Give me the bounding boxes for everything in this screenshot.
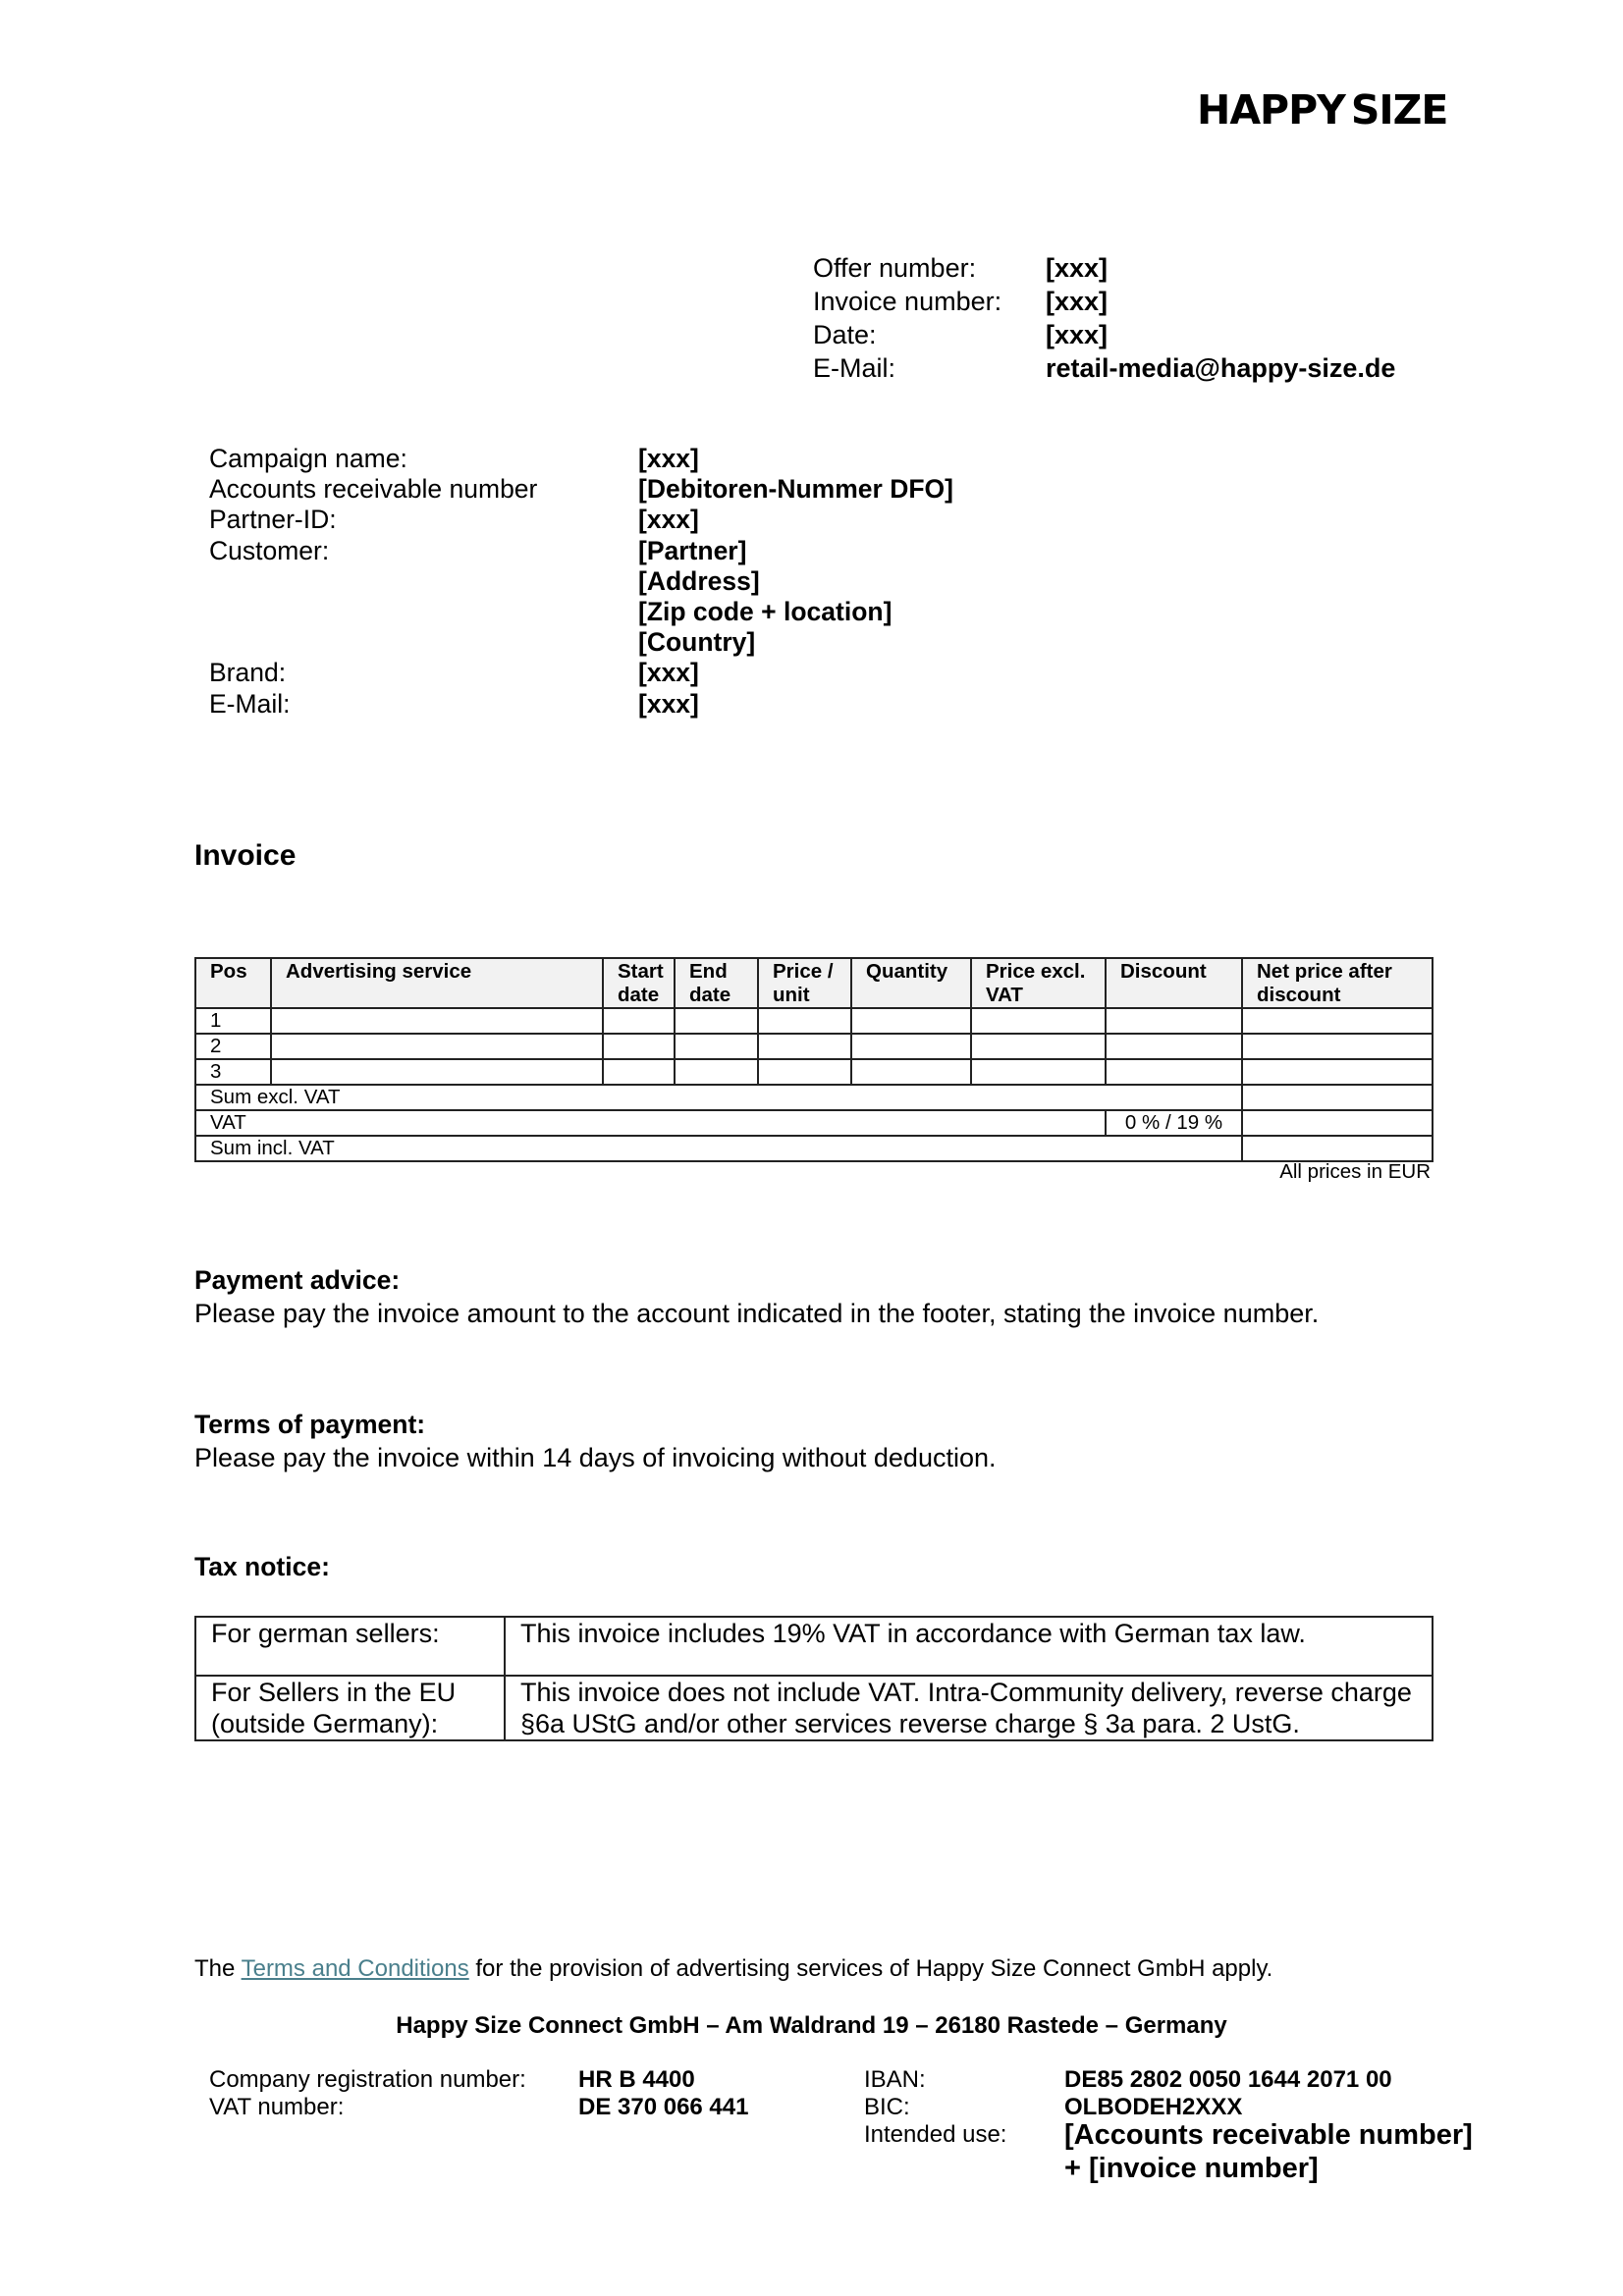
cell-net-price[interactable] [1242, 1059, 1433, 1085]
cell-end-date[interactable] [675, 1059, 758, 1085]
footer-left-labels [209, 2066, 526, 2121]
table-header-row [195, 958, 1433, 1008]
cell-advertising-service[interactable] [271, 1034, 603, 1059]
cell-quantity[interactable] [851, 1008, 971, 1034]
partner-id-value: [xxx] [638, 505, 699, 535]
registration-value: HR B 4400 [578, 2066, 695, 2093]
intended-use-value [1064, 2118, 1473, 2185]
table-row [195, 1059, 1433, 1085]
cell-price-unit[interactable] [758, 1059, 851, 1085]
terms-of-payment-text: Please pay the invoice within 14 days of invoicing without deduction. [194, 1443, 997, 1472]
customer-partner-value: [Partner] [638, 535, 747, 565]
offer-number-value: [xxx] [1046, 253, 1109, 283]
cell-discount[interactable] [1106, 1059, 1242, 1085]
customer-address-value: [Address] [638, 565, 760, 596]
cell-advertising-service[interactable] [271, 1059, 603, 1085]
row-pos: 3 [195, 1059, 271, 1085]
accounts-receivable-label: Accounts receivable number [209, 474, 538, 505]
logo-word-size: SIZE [1350, 86, 1448, 133]
customer-label: Customer: [209, 535, 330, 565]
bic-label: BIC: [864, 2094, 910, 2120]
tax-text-eu: This invoice does not include VAT. Intra-Community delivery, reverse charge §6a UStG and/or other services reverse charge § 3a para. 2 UstG. [505, 1676, 1433, 1740]
tax-label-german: For german sellers: [195, 1617, 505, 1676]
table-row [195, 1008, 1433, 1034]
currency-note: All prices in EUR [1279, 1160, 1431, 1183]
vat-value[interactable] [1242, 1110, 1433, 1136]
header-price-unit: Price / unit [758, 958, 851, 1008]
offer-number-label: Offer number: [813, 253, 977, 283]
iban-value: DE85 2802 0050 1644 2071 00 [1064, 2066, 1392, 2093]
cell-quantity[interactable] [851, 1034, 971, 1059]
customer-labels [209, 444, 537, 720]
cell-advertising-service[interactable] [271, 1008, 603, 1034]
customer-zip-value: [Zip code + location] [638, 596, 893, 626]
cell-price-excl-vat[interactable] [971, 1034, 1106, 1059]
header-quantity: Quantity [851, 958, 971, 1008]
date-value: [xxx] [1046, 320, 1109, 349]
cell-end-date[interactable] [675, 1034, 758, 1059]
tax-label-eu: For Sellers in the EU (outside Germany): [195, 1676, 505, 1740]
vat-label: VAT [195, 1110, 1106, 1136]
tax-row-eu [195, 1676, 1433, 1740]
cell-quantity[interactable] [851, 1059, 971, 1085]
tax-text-german: This invoice includes 19% VAT in accordance with German tax law. [505, 1617, 1433, 1676]
happy-size-logo [1197, 86, 1447, 133]
tax-notice-title: Tax notice: [194, 1552, 330, 1581]
cell-discount[interactable] [1106, 1034, 1242, 1059]
intended-use-line-2: + [invoice number] [1064, 2153, 1319, 2184]
spacer [209, 566, 537, 597]
terms-of-payment-title: Terms of payment: [194, 1410, 426, 1439]
tax-notice-table [194, 1616, 1434, 1741]
vat-number-label: VAT number: [209, 2094, 345, 2120]
sum-excl-vat-row [195, 1085, 1433, 1110]
payment-advice-title: Payment advice: [194, 1265, 401, 1295]
cell-price-excl-vat[interactable] [971, 1008, 1106, 1034]
header-start-date: Start date [603, 958, 675, 1008]
registration-label: Company registration number: [209, 2066, 526, 2093]
footer-left-values [578, 2066, 748, 2121]
offer-values [1046, 251, 1395, 385]
company-address: Happy Size Connect GmbH – Am Waldrand 19 – 26180 Rastede – Germany [396, 2012, 1227, 2039]
intended-use-line-1: [Accounts receivable number] [1064, 2119, 1473, 2151]
cell-start-date[interactable] [603, 1059, 675, 1085]
header-advertising-service: Advertising service [271, 958, 603, 1008]
partner-id-label: Partner-ID: [209, 505, 337, 535]
brand-label: Brand: [209, 658, 287, 688]
campaign-name-value: [xxx] [638, 444, 699, 473]
bic-value: OLBODEH2XXX [1064, 2094, 1243, 2120]
sum-excl-vat-value[interactable] [1242, 1085, 1433, 1110]
header-price-excl-vat: Price excl. VAT [971, 958, 1106, 1008]
row-pos: 2 [195, 1034, 271, 1059]
cell-net-price[interactable] [1242, 1008, 1433, 1034]
cell-discount[interactable] [1106, 1008, 1242, 1034]
table-row [195, 1034, 1433, 1059]
cell-price-excl-vat[interactable] [971, 1059, 1106, 1085]
invoice-heading: Invoice [194, 839, 297, 872]
terms-prefix: The [194, 1955, 236, 1982]
vat-rate: 0 % / 19 % [1106, 1110, 1242, 1136]
cell-price-unit[interactable] [758, 1008, 851, 1034]
email-value: retail-media@happy-size.de [1046, 353, 1396, 383]
invoice-table [194, 957, 1434, 1162]
terms-suffix: for the provision of advertising services of Happy Size Connect GmbH apply. [475, 1955, 1273, 1982]
customer-email-label: E-Mail: [209, 688, 291, 719]
footer-right-labels [864, 2066, 1006, 2149]
row-pos: 1 [195, 1008, 271, 1034]
customer-country-value: [Country] [638, 627, 756, 658]
header-pos: Pos [195, 958, 271, 1008]
iban-label: IBAN: [864, 2066, 926, 2093]
header-end-date: End date [675, 958, 758, 1008]
spacer [209, 627, 537, 658]
sum-incl-vat-label: Sum incl. VAT [195, 1136, 1242, 1161]
cell-net-price[interactable] [1242, 1034, 1433, 1059]
terms-and-conditions-link[interactable]: Terms and Conditions [241, 1955, 469, 1982]
vat-row [195, 1110, 1433, 1136]
intended-use-label: Intended use: [864, 2121, 1007, 2148]
cell-start-date[interactable] [603, 1008, 675, 1034]
footer-right-values [1064, 2066, 1392, 2121]
logo-word-happy: HAPPY [1197, 86, 1345, 133]
offer-labels [813, 251, 1001, 385]
customer-email-value: [xxx] [638, 688, 699, 719]
spacer [209, 597, 537, 627]
email-label: E-Mail: [813, 353, 896, 383]
cell-end-date[interactable] [675, 1008, 758, 1034]
accounts-receivable-value: [Debitoren-Nummer DFO] [638, 474, 953, 505]
cell-start-date[interactable] [603, 1034, 675, 1059]
header-net-price: Net price after discount [1242, 958, 1433, 1008]
sum-incl-vat-row [195, 1136, 1433, 1161]
date-label: Date: [813, 320, 877, 349]
vat-number-value: DE 370 066 441 [578, 2094, 749, 2120]
sum-excl-vat-label: Sum excl. VAT [195, 1085, 1242, 1110]
terms-line [194, 1955, 1272, 1983]
header-discount: Discount [1106, 958, 1242, 1008]
invoice-number-value: [xxx] [1046, 287, 1109, 316]
customer-values [638, 444, 953, 720]
brand-value: [xxx] [638, 658, 699, 688]
payment-advice-text: Please pay the invoice amount to the account indicated in the footer, stating the invoice number. [194, 1299, 1320, 1328]
tax-row-german [195, 1617, 1433, 1676]
sum-incl-vat-value[interactable] [1242, 1136, 1433, 1161]
campaign-name-label: Campaign name: [209, 444, 407, 473]
invoice-number-label: Invoice number: [813, 287, 1002, 316]
cell-price-unit[interactable] [758, 1034, 851, 1059]
